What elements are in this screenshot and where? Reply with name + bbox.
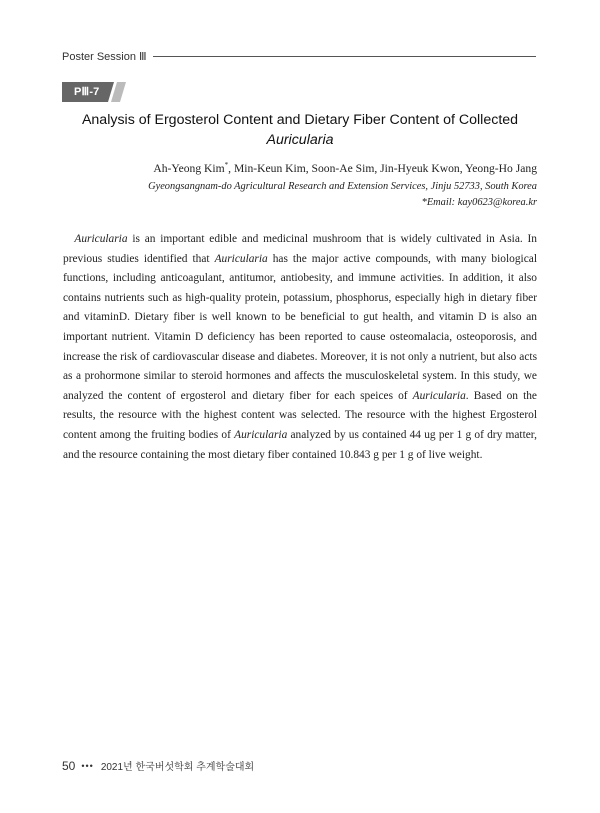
abstract-body xyxy=(63,230,537,465)
title-line-2: Auricularia xyxy=(266,132,334,148)
session-label: Poster Session Ⅲ xyxy=(62,51,147,63)
corresponding-mark: * xyxy=(224,161,229,169)
running-header xyxy=(62,50,536,63)
conference-name: 2021년 한국버섯학회 추계학술대회 xyxy=(100,762,255,773)
affiliation: Gyeongsangnam-do Agricultural Research and Extension Services, Jinju 52733, South Korea xyxy=(148,181,537,192)
abstract-text: . Based on the results, the resource with the highest content was selected. The resource with the highest Ergosterol content among the fruiting bodies of xyxy=(63,389,537,441)
first-author: Ah-Yeong Kim xyxy=(153,161,225,175)
genus-name: Auricularia xyxy=(412,389,466,402)
genus-name: Auricularia xyxy=(74,233,128,245)
other-authors: , Min-Keun Kim, Soon-Ae Sim, Jin-Hyeuk Kwon, Yeong-Ho Jang xyxy=(228,161,537,175)
poster-badge xyxy=(62,82,126,102)
genus-name: Auricularia xyxy=(214,252,268,265)
paper-title xyxy=(60,110,540,150)
title-line-1: Analysis of Ergosterol Content and Dietary Fiber Content of Collected xyxy=(81,112,519,128)
abstract-text: is an important edible and medicinal mushroom that is widely cultivated in Asia. In previous studies identified that xyxy=(63,233,537,265)
author-list xyxy=(153,161,537,175)
abstract-text: analyzed by us contained 44 ug per 1 g of dry matter, and the resource containing the most dietary fiber contained 10.843 g per 1 g of live weight. xyxy=(63,428,537,461)
page-footer xyxy=(62,758,254,773)
genus-name: Auricularia xyxy=(234,428,288,441)
abstract-text: has the major active compounds, with many biological functions, including anticoagulant, antitumor, antiobesity, and immune activities. In addition, it also contains nutrients such as high-quality protein, potassium, phosphorus, especially high in dietary fiber and vitaminD. Dietary fiber is well known to be beneficial to gut health, and vitamin D is also an important nutrient. Vitamin D deficiency has been reported to cause osteomalacia, osteoporosis, and increase the risk of cardiovascular disease and diabetes. Moreover, it is not only a nutrient, but also acts as a prohormone similar to steroid hormones and affects the musculoskeletal system. In this study, we analyzed the content of ergosterol and dietary fiber for each speices of xyxy=(63,252,537,402)
header-rule xyxy=(153,56,536,57)
badge-label: PⅢ-7 xyxy=(74,86,100,98)
page-number: 50 xyxy=(62,758,76,773)
footer-dots: ••• xyxy=(81,760,94,771)
corresponding-email: *Email: kay0623@korea.kr xyxy=(421,197,537,208)
